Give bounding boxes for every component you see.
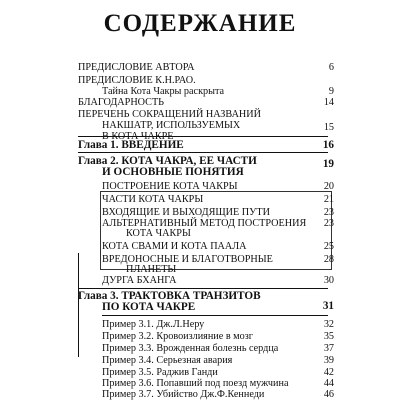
toc-entry-label-line1: ПЕРЕЧЕНЬ СОКРАЩЕНИЙ НАЗВАНИЙ (78, 109, 261, 120)
toc-entry-label-line3: В КОТА ЧАКРЕ (102, 131, 174, 142)
toc-entry-label-line1: Глава 3. ТРАКТОВКА ТРАНЗИТОВ (78, 290, 261, 302)
toc-entry-label-line2: КОТА ЧАКРЫ (126, 228, 191, 239)
toc-entry-page: 30 (323, 275, 334, 286)
toc-entry-page: 25 (323, 241, 334, 252)
toc-entry-label: Пример 3.3. Врожденная болезнь сердца (102, 343, 279, 354)
section-divider (102, 315, 328, 316)
toc-entry-label: КОТА СВАМИ И КОТА ПААЛА (102, 241, 247, 252)
toc-entry-label: Пример 3.2. Кровоизлияние в мозг (102, 331, 253, 342)
toc-entry-label: ВХОДЯЩИЕ И ВЫХОДЯЩИЕ ПУТИ (102, 207, 270, 218)
toc-entry-page: 21 (323, 194, 334, 205)
toc-entry-page: 37 (323, 343, 334, 354)
toc-entry-label: Пример 3.6. Попавший под поезд мужчина (102, 378, 289, 389)
toc-entry-label-line2: НАКШАТР, ИСПОЛЬЗУЕМЫХ (102, 120, 241, 131)
toc-entry-page: 23 (323, 207, 334, 218)
toc-entry-label: БЛАГОДАРНОСТЬ (78, 97, 165, 108)
toc-entry-page: 44 (323, 378, 334, 389)
toc-entry-label-line1: Глава 2. КОТА ЧАКРА, ЕЕ ЧАСТИ (78, 155, 257, 167)
toc-entry-page: 9 (328, 86, 334, 97)
toc-entry-page: 14 (323, 97, 334, 108)
toc-entry-page: 39 (323, 355, 334, 366)
toc-entry-page: 35 (323, 331, 334, 342)
toc-entry-label: Пример 3.1. Дж.Л.Неру (102, 319, 205, 330)
page-title: СОДЕРЖАНИЕ (103, 10, 297, 37)
toc-entry-page: 42 (323, 367, 334, 378)
toc-entry-page: 31 (322, 300, 334, 312)
toc-entry-page: 16 (322, 139, 334, 151)
toc-entry-label: Тайна Кота Чакры раскрыта (102, 86, 225, 97)
toc-entry-label: Глава 1. ВВЕДЕНИЕ (78, 139, 184, 151)
toc-entry-label: ПОСТРОЕНИЕ КОТА ЧАКРЫ (102, 181, 238, 192)
toc-entry-page: 6 (328, 62, 334, 73)
toc-entry-label-line2: ПО КОТА ЧАКРЕ (102, 301, 196, 313)
toc-entry-label: ДУРГА БХАНГА (102, 275, 177, 286)
toc-entry-label: Пример 3.7. Убийство Дж.Ф.Кеннеди (102, 389, 265, 400)
toc-entry-page: 15 (323, 122, 334, 133)
toc-entry-label: Пример 3.4. Серьезная авария (102, 355, 233, 366)
toc-entry-label: Пример 3.5. Раджив Ганди (102, 367, 218, 378)
section-divider (78, 136, 328, 137)
toc-entry-label-line2: И ОСНОВНЫЕ ПОНЯТИЯ (102, 166, 244, 178)
toc-entry-label: АЛЬТЕРНАТИВНЫЙ МЕТОД ПОСТРОЕНИЯ (102, 218, 307, 229)
toc-entry-label-line2: ПЛАНЕТЫ (126, 264, 177, 275)
section-divider (78, 152, 328, 153)
toc-entry-label: ПРЕДИСЛОВИЕ АВТОРА (78, 62, 195, 73)
toc-entry-page: 23 (323, 218, 334, 229)
toc-entry-page: 32 (323, 319, 334, 330)
section-divider (78, 288, 328, 289)
toc-entry-page: 20 (323, 181, 334, 192)
toc-entry-label: ВРЕДОНОСНЫЕ И БЛАГОТВОРНЫЕ (102, 254, 273, 265)
toc-entry-page: 46 (323, 389, 334, 400)
toc-entry-page: 19 (322, 158, 334, 170)
toc-entry-page: 28 (323, 254, 334, 265)
toc-entry-label: ПРЕДИСЛОВИЕ К.Н.РАО. (78, 75, 196, 86)
toc-entry-label: ЧАСТИ КОТА ЧАКРЫ (102, 194, 204, 205)
examples-side-rule (78, 253, 79, 357)
